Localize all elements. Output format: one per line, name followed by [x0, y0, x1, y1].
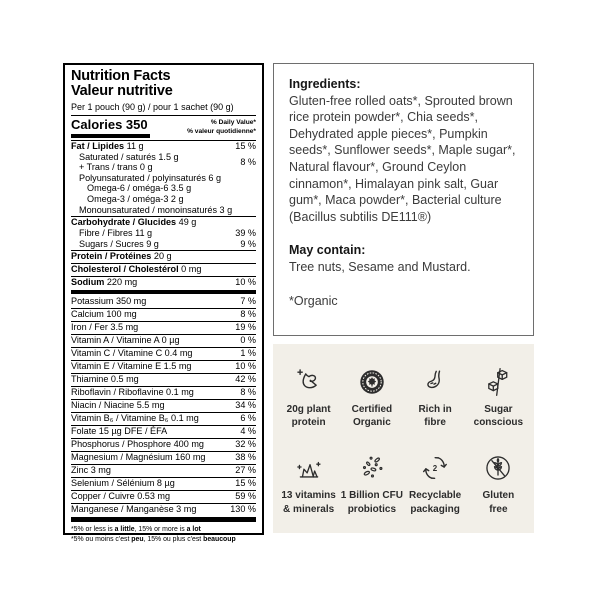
nutrient-row: Polyunsaturated / polyinsaturés 6 g [79, 172, 222, 183]
nutrient-row: Manganese / Manganèse 3 mg 130 % [71, 504, 256, 515]
minerals-crystals-icon [294, 452, 324, 483]
nutrient-row: Phosphorus / Phosphore 400 mg 32 % [71, 439, 256, 450]
nutrition-title-fr: Valeur nutritive [71, 83, 173, 100]
nutrient-row: Saturated / saturés 1.5 g + Trans / trans 0 g 8 % [79, 152, 256, 173]
feature-item [340, 452, 403, 515]
footnote-block [71, 525, 256, 545]
feature-item [404, 366, 467, 429]
stomach-icon [420, 366, 450, 397]
wheat-crossed-icon [483, 452, 513, 483]
feature-item [340, 366, 403, 429]
serving-size: Per 1 pouch (90 g) / pour 1 sachet (90 g) [71, 102, 256, 116]
arm-flex-icon [294, 366, 324, 397]
nutrient-row: Vitamin B₆ / Vitamine B₆ 0.1 mg 6 % [71, 413, 256, 424]
may-contain-list: Tree nuts, Sesame and Mustard. [289, 259, 471, 274]
recycle-number: 2 [432, 463, 438, 473]
feature-label: 13 vitamins & minerals [281, 490, 336, 515]
nutrient-row: Niacin / Niacine 5.5 mg 34 % [71, 400, 256, 411]
feature-label: Gluten free [482, 490, 515, 515]
feature-item [404, 452, 467, 515]
nutrition-title-en: Nutrition Facts [71, 68, 171, 84]
nutrient-row: Calcium 100 mg 8 % [71, 309, 256, 320]
nutrient-row: Copper / Cuivre 0.53 mg 59 % [71, 491, 256, 502]
nutrient-row: Sodium 220 mg 10 % [71, 277, 256, 288]
nutrient-row: Vitamin A / Vitamine A 0 µg 0 % [71, 335, 256, 346]
nutrient-row: Iron / Fer 3.5 mg 19 % [71, 322, 256, 333]
daily-value-header-en: % Daily Value* [210, 119, 256, 127]
feature-label: Rich in fibre [418, 404, 452, 429]
feature-badges-panel [273, 344, 534, 533]
nutrient-row: Carbohydrate / Glucides 49 g [71, 216, 256, 229]
nutrient-row: Omega-3 / oméga-3 2 g [87, 193, 184, 204]
feature-item [467, 366, 530, 429]
nutrient-row: Riboflavin / Riboflavine 0.1 mg 8 % [71, 387, 256, 398]
feature-item [467, 452, 530, 515]
nutrient-row: Fat / Lipides 11 g 15 % [71, 141, 256, 152]
nutrient-row: Cholesterol / Cholestérol 0 mg [71, 263, 256, 276]
sugar-cubes-crossed-icon [483, 366, 513, 397]
daily-value-header-fr: % valeur quotidienne* [187, 128, 256, 136]
nutrient-row: Monounsaturated / monoinsaturés 3 g [79, 204, 233, 215]
feature-label: Recyclable packaging [408, 490, 462, 515]
nutrient-row: Omega-6 / oméga-6 3.5 g [87, 183, 192, 194]
nutrient-row: Protein / Protéines 20 g [71, 250, 256, 263]
bottom-thick-rule [71, 517, 256, 522]
nutrition-facts-panel [63, 63, 264, 543]
certified-organic-seal-icon [357, 366, 387, 397]
calories-block [71, 116, 256, 141]
nutrient-rows [71, 141, 256, 516]
nutrient-row: Selenium / Sélénium 8 µg 15 % [71, 478, 256, 489]
features-grid [273, 344, 534, 516]
recycle-arrows-icon [420, 452, 450, 483]
calories-value: Calories 350 [71, 118, 150, 138]
nutrient-row: Magnesium / Magnésium 160 mg 38 % [71, 452, 256, 463]
feature-item [277, 452, 340, 515]
nutrient-row: Vitamin E / Vitamine E 1.5 mg 10 % [71, 361, 256, 372]
nutrient-row: Fibre / Fibres 11 g 39 % [79, 228, 256, 239]
nutrient-row: Folate 15 µg DFE / ÉFA 4 % [71, 426, 256, 437]
nutrient-row: Vitamin C / Vitamine C 0.4 mg 1 % [71, 348, 256, 359]
feature-label: 20g plant protein [286, 404, 331, 429]
ingredients-list: Gluten-free rolled oats*, Sprouted brown rice protein powder*, Chia seeds*, Dehydrated apple pieces*, Pumpkin seeds*, Sunflower seeds*, Maple sugar*, Natural flavour*, Ground Ceylon cinnamon*, Himalayan pink salt, Guar gum*, Maca powder*, Bacterial culture (Bacillus subtilis DE111®) [289, 93, 516, 224]
organic-footnote: *Organic [289, 293, 338, 308]
thick-divider [71, 290, 256, 294]
nutrient-row: Potassium 350 mg 7 % [71, 296, 256, 307]
feature-label: 1 Billion CFU probiotics [340, 490, 403, 515]
nutrient-row: Zinc 3 mg 27 % [71, 465, 256, 476]
probiotics-icon [357, 452, 387, 483]
footnote-line: *5% or less is a little, 15% or more is a lot [71, 525, 201, 533]
feature-label: Sugar conscious [473, 404, 524, 429]
feature-label: Certified Organic [351, 404, 393, 429]
ingredients-heading: Ingredients: [289, 77, 361, 91]
feature-item [277, 366, 340, 429]
daily-value-header [187, 118, 256, 137]
nutrient-row: Thiamine 0.5 mg 42 % [71, 374, 256, 385]
nutrient-row: Sugars / Sucres 9 g 9 % [79, 238, 256, 249]
may-contain-heading: May contain: [289, 243, 366, 258]
footnote-line: *5% ou moins c'est peu, 15% ou plus c'est beaucoup [71, 535, 236, 543]
ingredients-panel [273, 63, 534, 336]
